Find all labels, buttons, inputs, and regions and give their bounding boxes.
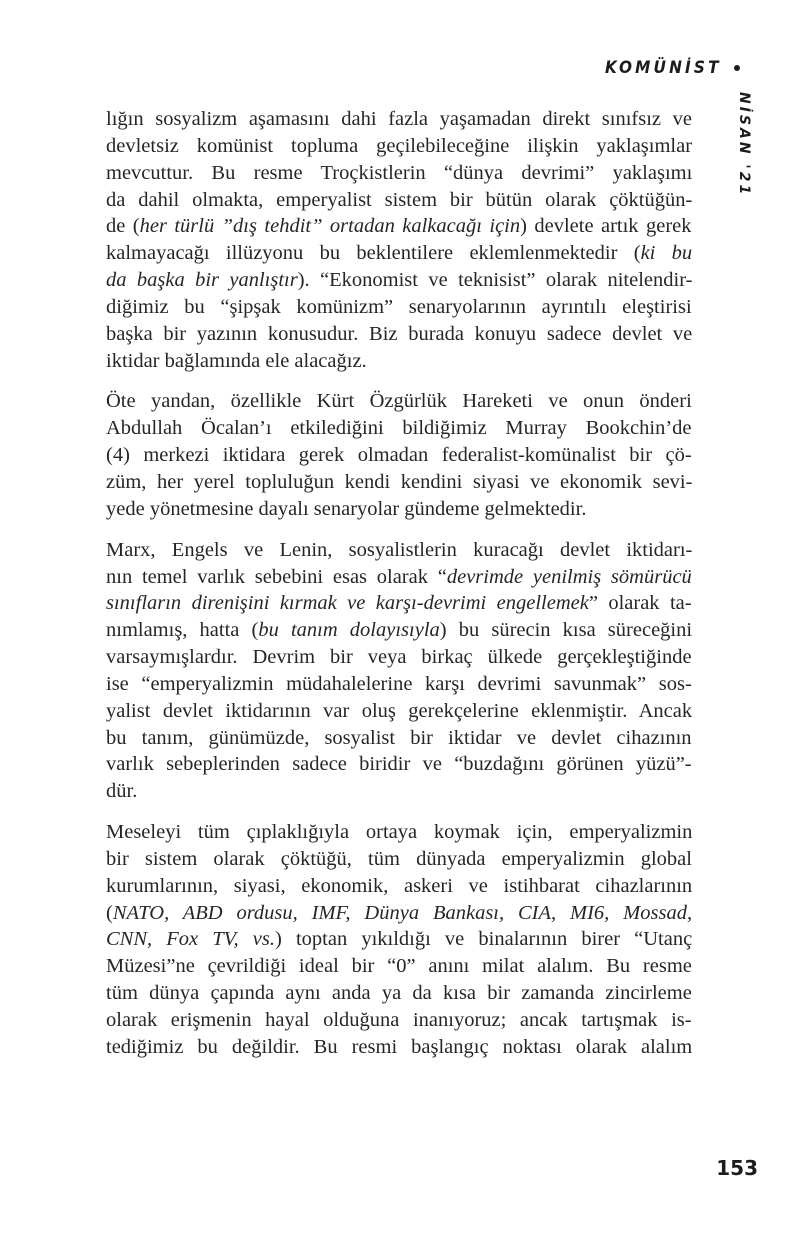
text-line	[106, 751, 692, 778]
text-run: nın temel varlık sebebini esas olarak “	[106, 565, 447, 588]
text-line	[106, 846, 692, 873]
italic-text: devrimde yenilmiş sömürücü	[446, 565, 692, 588]
text-run: kalmayacağı illüzyonu bu beklentilere eklemlenmektedir (	[106, 242, 641, 265]
text-line	[106, 873, 692, 900]
text-run: bu tanım, günümüzde, sosyalist bir iktidar ve devlet cihazının	[106, 726, 692, 749]
text-line	[106, 926, 692, 953]
text-line	[106, 819, 692, 846]
text-line	[106, 778, 692, 805]
text-line	[106, 106, 692, 133]
text-run: Meseleyi tüm çıplaklığıyla ortaya koymak için, emperyalizmin	[106, 821, 693, 844]
text-run: ) toptan yıkıldığı ve binalarının birer “Utanç	[275, 928, 693, 951]
text-line	[106, 725, 692, 752]
journal-title: KOMÜNİST	[605, 58, 722, 78]
text-run: yede yönetmesine dayalı senaryolar gündeme gelmektedir.	[106, 497, 587, 520]
italic-text: sınıfların direnişini kırmak ve karşı-devrimi engellemek	[106, 592, 589, 615]
text-line	[106, 698, 692, 725]
text-line	[106, 187, 692, 214]
text-line	[106, 617, 692, 644]
text-run: tüm dünya çapında aynı anda ya da kısa bir zamanda zincirleme	[106, 982, 692, 1005]
text-run: bir sistem olarak çöktüğü, tüm dünyada emperyalizmin global	[106, 847, 692, 870]
text-run: diğimiz bu “şipşak komünizm” senaryolarının ayrıntılı eleştirisi	[106, 295, 692, 318]
text-line	[106, 564, 692, 591]
text-run: lığın sosyalizm aşamasını dahi fazla yaşamadan direkt sınıfsız ve	[106, 108, 692, 130]
text-run: tediğimiz bu değildir. Bu resmi başlangıç noktası olarak alalım	[106, 1035, 693, 1058]
paragraph	[106, 388, 692, 522]
text-line	[106, 900, 692, 927]
text-line	[106, 671, 692, 698]
text-line	[106, 133, 692, 160]
text-run: yalist devlet iktidarının var oluş gerekçelerine eklenmiştir. Ancak	[106, 699, 693, 722]
text-line	[106, 321, 692, 348]
text-line	[106, 240, 692, 267]
text-line	[106, 496, 692, 523]
text-run: varlık sebeplerinden sadece biridir ve “buzdağını görünen yüzü”-	[106, 753, 692, 776]
text-run: ise “emperyalizmin müdahalelerine karşı devrimi savunmak” sos-	[106, 672, 692, 695]
text-run: ) bu sürecin kısa süreceğini	[439, 619, 693, 642]
bullet-separator-icon	[734, 65, 740, 71]
text-run: varsaymışlardır. Devrim bir veya birkaç ülkede gerçekleştiğinde	[106, 646, 692, 669]
text-line	[106, 267, 692, 294]
paragraph	[106, 106, 692, 374]
italic-text: bu tanım dolayısıyla	[258, 619, 440, 642]
paragraph	[106, 537, 692, 805]
text-run: ” olarak ta-	[588, 592, 692, 615]
text-run: mevcuttur. Bu resme Troçkistlerin “dünya devrimi” yaklaşımı	[106, 161, 693, 184]
text-run: olarak erişmenin hayal olduğuna inanıyoruz; ancak tartışmak is-	[106, 1009, 692, 1031]
text-line	[106, 1007, 692, 1034]
text-run: Abdullah Öcalan’ı etkilediğini bildiğimiz Murray Bookchin’de	[106, 417, 692, 440]
italic-text: her türlü ”dış tehdit” ortadan kalkacağı için	[139, 215, 521, 238]
running-head	[592, 58, 740, 78]
italic-text: da başka bir yanlıştır	[106, 269, 298, 292]
text-run: iktidar bağlamında ele alacağız.	[106, 349, 367, 372]
article-body	[106, 106, 692, 1075]
text-line	[106, 160, 692, 187]
italic-text: NATO, ABD ordusu, IMF, Dünya Bankası, CIA, MI6, Mossad,	[112, 901, 693, 924]
text-run: nımlamış, hatta (	[106, 619, 259, 642]
text-run: Müzesi”ne çevrildiği ideal bir “0” anını milat alalım. Bu resme	[106, 955, 692, 978]
text-run: kurumlarının, siyasi, ekonomik, askeri ve istihbarat cihazlarının	[106, 874, 693, 897]
italic-text: ki bu	[640, 242, 693, 265]
text-run: dür.	[106, 780, 138, 803]
text-run: Öte yandan, özellikle Kürt Özgürlük Hareketi ve onun önderi	[106, 390, 692, 413]
text-line	[106, 442, 692, 469]
page-number: 153	[716, 1156, 758, 1180]
text-line	[106, 469, 692, 496]
issue-date-vertical: NİSAN '21	[736, 92, 752, 198]
text-run: ) devlete artık gerek	[520, 215, 692, 238]
text-line	[106, 388, 692, 415]
text-run: (	[106, 901, 113, 924]
text-line	[106, 590, 692, 617]
text-run: ). “Ekonomist ve teknisist” olarak nitelendir-	[297, 269, 693, 292]
italic-text: CNN, Fox TV, vs.	[106, 928, 275, 951]
text-line	[106, 213, 692, 240]
text-run: başka bir yazının konusudur. Biz burada konuyu sadece devlet ve	[106, 322, 693, 345]
text-run: züm, her yerel topluluğun kendi kendini siyasi ve ekonomik sevi-	[106, 470, 693, 493]
text-line	[106, 1034, 692, 1061]
text-line	[106, 980, 692, 1007]
text-run: (4) merkezi iktidara gerek olmadan federalist-komünalist bir çö-	[106, 444, 692, 467]
text-line	[106, 537, 692, 564]
paragraph	[106, 819, 692, 1061]
text-run: Marx, Engels ve Lenin, sosyalistlerin kuracağı devlet iktidarı-	[106, 538, 693, 561]
text-run: de (	[106, 215, 140, 238]
text-line	[106, 294, 692, 321]
text-line	[106, 953, 692, 980]
text-line	[106, 644, 692, 671]
text-line	[106, 415, 692, 442]
text-run: da dahil olmakta, emperyalist sistem bir bütün olarak çöktüğün-	[106, 188, 693, 211]
text-run: devletsiz komünist topluma geçilebileceğine ilişkin yaklaşımlar	[106, 134, 693, 157]
text-line	[106, 348, 692, 375]
